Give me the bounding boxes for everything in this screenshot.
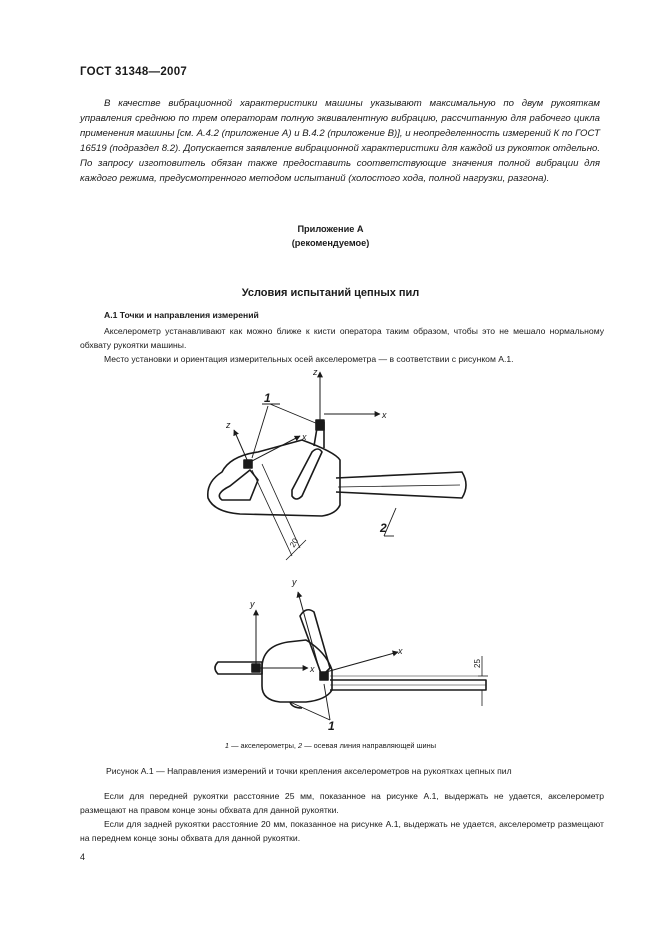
label-x-mid: x: [302, 432, 307, 442]
saw-body-top: [208, 440, 340, 516]
dimension-20: 20: [287, 536, 301, 549]
paragraph-front-handle: Если для передней рукоятки расстояние 25 мм, показанное на рисунке А.1, выдержать не удается, акселерометр размещают на правом конце зоны обхвата для данной рукоятки.: [80, 791, 604, 815]
label-x-right: x: [398, 646, 403, 656]
subsection-heading: А.1 Точки и направления измерений: [104, 310, 259, 320]
callout-1-top: 1: [264, 391, 271, 405]
paragraph-rear-handle: Если для задней рукоятки расстояние 20 мм, показанное на рисунке А.1, выдержать не удается, акселерометр размещают на переднем конце зоны обхвата для данной рукоятки.: [80, 819, 604, 843]
legend-num-1: 1: [224, 741, 230, 750]
legend-num-2: 2: [298, 741, 303, 750]
document-header: ГОСТ 31348—2007: [80, 66, 188, 78]
label-x-left-bottom: x: [310, 664, 315, 674]
legend-text-2: — осевая линия направляющей шины: [302, 741, 437, 750]
paragraph-orientation: Место установки и ориентация измерительных осей акселерометра — в соответствии с рисунком А.1.: [104, 354, 514, 364]
callout-2: 2: [380, 521, 387, 535]
front-handle-slot: [292, 449, 322, 499]
figure-chainsaw-diagram: [0, 360, 661, 740]
accelerometer-front-top: [316, 420, 324, 430]
figure-caption: Рисунок А.1 — Направления измерений и точки крепления акселерометров на рукоятках цепных пил: [106, 766, 512, 776]
callout-1-bottom: 1: [328, 719, 335, 733]
rear-handle-top: [219, 470, 258, 500]
figure-legend: [0, 741, 661, 750]
bar-centreline: [338, 485, 460, 487]
label-y-right: y: [292, 577, 297, 587]
appendix-status: (рекомендуемое): [291, 238, 370, 248]
label-x-top: x: [382, 410, 387, 420]
label-y-left: y: [250, 599, 255, 609]
label-z-left: z: [226, 420, 231, 430]
x-axis-right: [326, 652, 398, 672]
label-z-top: z: [313, 367, 318, 377]
page-number: 4: [80, 852, 86, 862]
accelerometer-rear-side: [252, 664, 260, 672]
paragraph-placement: Акселерометр устанавливают как можно ближе к кисти оператора таким образом, чтобы это не мешало нормальному обхвату рукоятки машины.: [80, 326, 604, 350]
saw-body-side: [262, 640, 332, 702]
legend-text-1: — акселерометры,: [229, 741, 299, 750]
section-title: Условия испытаний цепных пил: [241, 287, 420, 299]
y-axis-right: [298, 592, 320, 672]
dimension-25: 25: [473, 659, 482, 668]
accelerometer-front-side: [320, 672, 328, 680]
appendix-title: Приложение А: [297, 224, 364, 234]
front-handle-side: [300, 610, 330, 676]
intro-paragraph: В качестве вибрационной характеристики машины указывают максимальную по двум рукояткам управления среднюю по трем операторам полную эквивалентную вибрацию, рассчитанную для рабочего цикла применения машины [см. А.4.2 (приложение А) и В.4.2 (приложение В)], и неопределенность измерений К по ГОСТ 16519 (подраздел 8.2). Допускается заявление вибрационной характеристики для каждой из рукояток отдельно. По запросу изготовитель обязан также предоставить соответствующие значения полной вибрации для каждого режима, предусмотренного методом испытаний (холостого хода, полной нагрузки, разгона).: [80, 98, 600, 184]
z-axis-rear: [234, 430, 248, 462]
